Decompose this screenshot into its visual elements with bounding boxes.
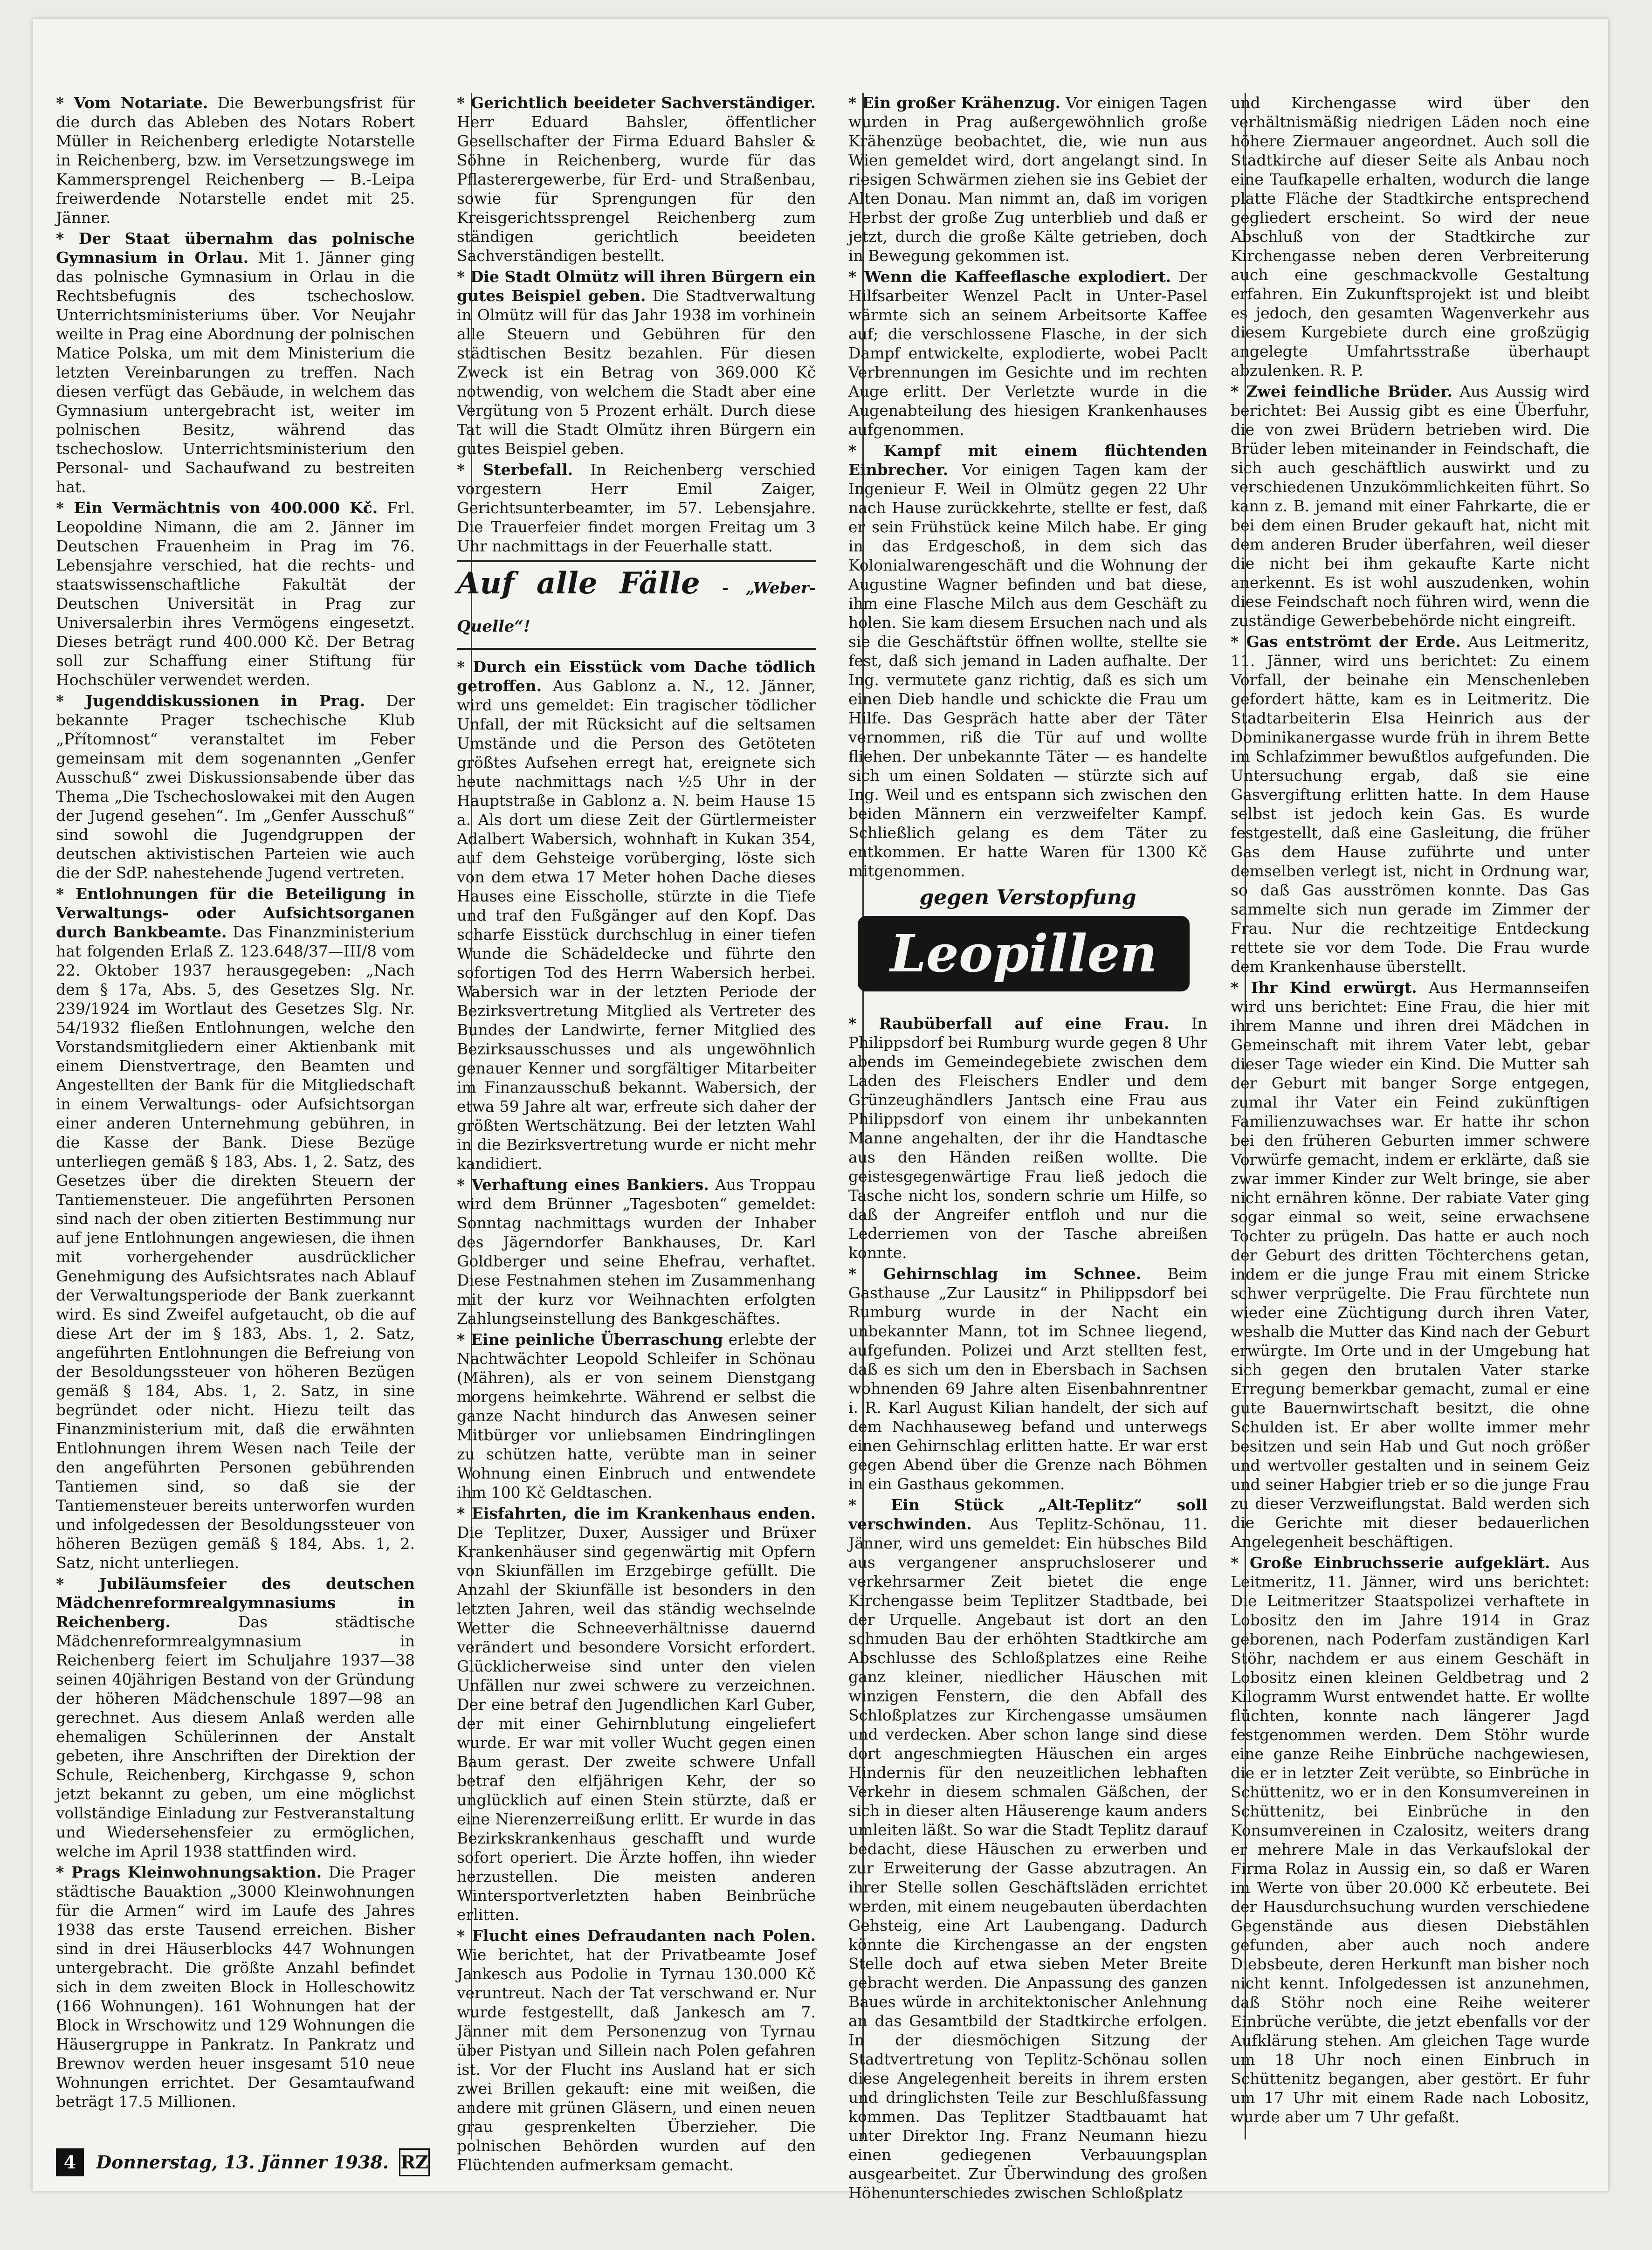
article-headline: Der Staat übernahm das polnische Gymnasium in Orlau. [56,229,415,267]
article [1231,382,1590,630]
article-headline: Jugenddiskussionen in Prag. [85,692,365,710]
article-marker: * [457,1330,471,1349]
article [1231,978,1590,1551]
article-marker: * [848,441,884,460]
article-headline: Ihr Kind erwürgt. [1251,978,1417,997]
article-body: Die Prager städtische Bauaktion „3000 Kleinwohnungen für die Armen“ wird im Laufe des Jahres 1938 das erste Tausend erreichen. Bisher sind in drei Häuserblocks 447 Wohnungen untergebracht. Die größte Anzahl befindet sich in dem zweiten Block in Holleschowitz (166 Wohnungen). 161 Wohnungen hat der Block in Wrschowitz und 129 Wohnungen die Häusergruppe in Pankratz. In Pankratz und Brewnov werden heuer insgesamt 510 neue Wohnungen errichtet. Der Gesamtaufwand beträgt 17.5 Millionen. [56,1863,415,2111]
article-marker: * [457,94,471,112]
article-headline: Wenn die Kaffeeflasche explodiert. [864,268,1171,286]
article-body: In Philippsdorf bei Rumburg wurde gegen 8 Uhr abends im Gemeindegebiete zwischen dem Laden des Fleischers Endler und dem Grünzeughändlers Jantsch eine Frau aus Philippsdorf von einem ihr unbekannten Manne angehalten, der ihr die Handtasche aus den Händen reißen wollte. Die geistesgegenwärtige Frau ließ jedoch die Tasche nicht los, sondern schrie um Hilfe, so daß der Angreifer entfloh und nur die Lederriemen von der Tasche abreißen konnte. [848,1014,1207,1262]
article-marker: * [56,94,74,112]
column-3 [848,93,1208,2202]
article-headline: Kampf mit einem flüchtenden Einbrecher. [848,441,1208,479]
article-marker: * [457,1927,472,1945]
article-headline: Große Einbruchsserie aufgeklärt. [1249,1554,1550,1572]
article-marker: * [56,499,74,517]
article-body: Aus Leitmeritz, 11. Jänner, wird uns berichtet: Zu einem Vorfall, der beinahe ein Menschenleben gefordert hätte, kam es in Leitmeritz. Die Stadtarbeiterin Elsa Heinrich aus der Dominikanergasse wurde früh in ihrem Bette im Schlafzimmer bewußtlos aufgefunden. Die Untersuchung ergab, daß sie eine Gasvergiftung erlitten hatte. In dem Hause selbst ist jedoch kein Gas. Es wurde festgestellt, daß eine Gasleitung, die früher Gas dem Hause zuführte und unter demselben verlegt ist, nicht in Ordnung war, so daß Gas ausströmen konnte. Das Gas sammelte sich nun gerade im Zimmer der Frau. Nur die rechtzeitige Entdeckung rettete sie vor dem Tode. Die Frau wurde dem Krankenhause überstellt. [1231,633,1590,976]
article [56,884,415,1572]
article-marker: * [1231,633,1246,651]
article-headline: Ein Stück „Alt-Teplitz“ soll verschwinden. [848,1496,1207,1533]
article-headline: Ein Vermächtnis von 400.000 Kč. [74,499,378,517]
column-4 [1231,93,1590,2140]
article-body: Der bekannte Prager tschechische Klub „Přítomnost“ veranstaltet im Feber gemeinsam mit dem sogenannten „Genfer Ausschuß“ zwei Diskussionsabende über das Thema „Die Tschechoslowakei mit den Augen der Jugend gesehen“. Im „Genfer Ausschuß“ sind sowohl die Jugendgruppen der deutschen aktivistischen Parteien wie auch die der SdP. nahestehende Jugend vertreten. [56,692,415,882]
article-body: Aus Hermannseifen wird uns berichtet: Eine Frau, die hier mit ihrem Manne und ihren drei Mädchen in Gemeinschaft mit ihrem Vater lebt, gebar dieser Tage wieder ein Kind. Die Mutter sah der Geburt mit banger Sorge entgegen, zumal ihr Vater ein Feind zukünftigen Familienzuwachses war. Er hatte ihr schon bei den früheren Geburten immer schwere Vorwürfe gemacht, indem er erklärte, daß sie zwar immer Kinder zur Welt bringe, sie aber nicht ernähren könne. Der rabiate Vater ging sogar einmal so weit, seine erwachsene Tochter zu prügeln. Das hatte er auch noch der Geburt des dritten Töchterchens getan, indem er die junge Frau mit einem Stricke schwer verprügelte. Die Frau fürchtete nun wieder eine Züchtigung durch ihren Vater, weshalb die Mutter das Kind nach der Geburt erwürgte. Im Orte und in der Umgebung hat sich gegen den brutalen Vater starke Erregung bemerkbar gemacht, zumal er eine gute Bauernwirtschaft besitzt, die ohne Schulden ist. Er aber wollte immer mehr besitzen und sein Hab und Gut noch größer und wertvoller gestalten und in seinem Geiz und seiner Habgier trieb er so die junge Frau zu dieser Verzweiflungstat. Bald werden sich die Gerichte mit dieser bedauerlichen Angelegenheit beschäftigen. [1231,978,1590,1551]
article-body: Aus Teplitz-Schönau, 11. Jänner, wird uns gemeldet: Ein hübsches Bild aus vergangener anspruchsloserer und verkehrsarmer Zeit bietet die enge Kirchengasse beim Teplitzer Stadtbade, bei der Urquelle. Angebaut ist dort an den schmuden Bau der erhöhten Stadtkirche am Abschlusse des Schloßplatzes eine Reihe ganz kleiner, niedlicher Häuschen mit winzigen Fenstern, die den Abfall des Schloßplatzes zur Kirchengasse umsäumen und verdecken. Aber schon lange sind diese dort angeschmiegten Häuschen ein arges Hindernis für den neuzeitlichen lebhaften Verkehr in diesem schmalen Gäßchen, der sich in dieser alten Häuserenge kaum anders umleiten läßt. So war die Stadt Teplitz darauf bedacht, diese Häuschen zu erwerben und zur Erweiterung der Gasse abzutragen. An ihrer Stelle sollen Geschäftsläden errichtet werden, mit einem neugebauten überdachten Gehsteig, eine Art Laubengang. Dadurch könnte die Kirchengasse an der engsten Stelle doch auf etwa sieben Meter Breite gebracht werden. Die Anpassung des ganzen Baues würde in architektonischer Anlehnung an das Gesamtbild der Stadtkirche erfolgen. In der diesmöchigen Sitzung der Stadtvertretung von Teplitz-Schönau sollen diese Angelegenheit bereits in ihrem ersten und dringlichsten Teile zur Beschlußfassung kommen. Das Teplitzer Stadtbauamt hat unter Direktor Ing. Franz Neumann hiezu einen gediegenen Verbauungsplan ausgearbeitet. Zur Überwindung des großen Höhenunterschiedes zwischen Schloßplatz [848,1515,1208,2202]
article [457,267,816,458]
article [56,691,415,882]
article-headline: Raubüberfall auf eine Frau. [879,1014,1170,1032]
article-headline: Ein großer Krähenzug. [862,94,1061,112]
article-body: Vor einigen Tagen wurden in Prag außergewöhnlich große Krähenzüge beobachtet, die, wie nun aus Wien gemeldet wird, dort angelangt sind. In riesigen Schwärmen ziehen sie ins Gebiet der Alten Donau. Man nimmt an, daß im vorigen Herbst der große Zug unterblieb und daß er jetzt, durch die große Kälte getrieben, doch in Bewegung gekommen ist. [848,94,1207,265]
article [457,1504,816,1924]
article-marker: * [56,692,86,710]
article-marker: * [56,1575,99,1593]
article-headline: Gerichtlich beeideter Sachverständiger. [471,94,816,112]
article-headline: Die Stadt Olmütz will ihren Bürgern ein gutes Beispiel geben. [457,268,816,305]
article [848,267,1207,439]
article-marker: * [848,94,862,112]
article [1231,632,1590,976]
article [848,1495,1207,2202]
article [457,460,816,556]
article-marker: * [1231,382,1246,400]
article-marker: * [457,658,473,676]
newspaper-mark: RZ [399,2148,430,2176]
article-body: Die Teplitzer, Duxer, Aussiger und Brüxer Krankenhäuser sind gegenwärtig mit Opfern von Skiunfällen im Erzgebirge gefüllt. Die Anzahl der Skiunfälle ist besonders in den letzten Jahren, weil das ständig wechselnde Wetter die Schneeverhältnisse dauernd verändert und besondere Vorsicht erfordert. Glücklicherweise sind unter den vielen Unfällen nur zwei schwere zu verzeichnen. Der eine betraf den Jugendlichen Karl Guber, der mit einer Gehirnblutung eingeliefert wurde. Er war mit voller Wucht gegen einen Baum gerast. Der zweite schwere Unfall betraf den elfjährigen Kehr, der so unglücklich auf einen Stein stürzte, daß er eine Nierenzerreißung erlitt. Er wurde in das Bezirkskrankenhaus geschafft und wurde sofort operiert. Die Ärzte hoffen, ihn wieder herzustellen. Die meisten anderen Wintersportverletzten haben Beinbrüche erlitten. [457,1523,816,1924]
column-1 [56,93,415,2140]
article-body: Vor einigen Tagen kam der Ingenieur F. Weil in Olmütz gegen 22 Uhr nach Hause zurückkehrte, stellte er fest, daß er sein Frühstück keine Milch habe. Er ging in das Erdgeschoß, in dem sich das Kolonialwarengeschäft und die Wohnung der Augustine Wagner befinden und bat diese, ihm eine Flasche Milch aus dem Geschäft zu holen. Sie kam diesem Ersuchen nach und als sie die Geschäftstür öffnen wollte, stellte sie fest, daß sich jemand in Laden aufhalte. Der Ing. vermutete ganz richtig, daß es sich um einen Dieb handle und schickte die Frau um Hilfe. Das Gespräch hatte aber der Täter vernommen, riß die Tür auf und wollte fliehen. Der unbekannte Täter — es handelte sich um einen Soldaten — stürzte sich auf Ing. Weil und es entspann sich zwischen den beiden Männern ein verzweifelter Kampf. Schließlich gelang es dem Täter zu entkommen. Er hatte Waren für 1300 Kč mitgenommen. [848,461,1207,880]
article-marker: * [848,1265,883,1283]
article-body: Das städtische Mädchenreformrealgymnasium in Reichenberg feiert im Schuljahre 1937—38 seinen 40jährigen Bestand von der Gründung der höheren Mädchenschule 1897—98 an gerechnet. Aus diesem Anlaß werden alle ehemaligen Schülerinnen der Anstalt gebeten, ihre Anschriften der Direktion der Schule, Reichenberg, Kirchgasse 9, schon jetzt bekannt zu geben, um eine möglichst vollständige Einladung zur Festveranstaltung und Wiedersehensfeier zu ermöglichen, welche im April 1938 stattfinden wird. [56,1613,415,1860]
article-body: erlebte der Nachtwächter Leopold Schleifer in Schönau (Mähren), als er von seinem Dienstgang morgens heimkehrte. Während er selbst die ganze Nacht hindurch das Anwesen seiner Mitbürger vor unliebsamen Eindringlingen zu schützen hatte, verübte man in seiner Wohnung einen Einbruch und entwendete ihm 100 Kč Geldtaschen. [457,1330,816,1501]
advertisement-tagline: gegen Verstopfung [919,886,1136,909]
article [56,1863,415,2111]
article [457,1330,816,1502]
page-number: 4 [56,2148,84,2176]
article-body: Aus Aussig wird berichtet: Bei Aussig gibt es eine Überfuhr, die von zwei Brüdern betrieben wird. Die Brüder leben miteinander in Feindschaft, die sich auch geschäftlich auswirkt und zu verschiedenen Unzukömmlichkeiten führt. So kann z. B. jemand mit einer Fahrkarte, die er bei dem einen Bruder gekauft hat, nicht mit dem anderen Bruder überfahren, weil dieser die nicht bei ihm gekaufte Karte nicht anerkennt. Es ist wohl auszudenken, wohin diese Feindschaft noch führen wird, wenn die zuständige Gewerbebehörde nicht eingreift. [1231,382,1590,630]
article-headline: Entlohnungen für die Beteiligung in Verwaltungs- oder Aufsichtsorganen durch Bankbeamte. [56,885,415,941]
advertisement-logo: Leopillen [858,916,1190,991]
article [848,441,1207,881]
article [1231,93,1590,380]
article-body: Herr Eduard Bahsler, öffentlicher Gesellschafter der Firma Eduard Bahsler & Söhne in Reichenberg, wurde für das Pflasterergewerbe, für Erd- und Straßenbau, sowie für Sprengungen für den Kreisgerichtssprengel Reichenberg zum ständigen gerichtlich beeideten Sachverständigen bestellt. [457,113,816,265]
article-body: Wie berichtet, hat der Privatbeamte Josef Jankesch aus Podolie in Tyrnau 130.000 Kč veruntreut. Nach der Tat verschwand er. Nur wurde festgestellt, daß Jankesch am 7. Jänner mit dem Personenzug von Tyrnau über Pistyan und Sillein nach Polen gefahren ist. Vor der Flucht ins Ausland hat er sich zwei Brillen gekauft: eine mit weißen, die andere mit grünen Gläsern, und einen neuen grau gesprenkelten Überzieher. Die polnischen Behörden wurden auf den Flüchtenden aufmerksam gemacht. [457,1946,816,2174]
article-marker: * [848,268,865,286]
article-headline: Verhaftung eines Bankiers. [471,1176,709,1194]
article-body: Aus Leitmeritz, 11. Jänner, wird uns berichtet: Die Leitmeritzer Staatspolizei verhaftete in Lobositz den im Jahre 1914 in Graz geborenen, nach Poderfam zuständigen Karl Stöhr, nachdem er aus einem Geschäft in Lobositz einen kleinen Geldbetrag und 2 Kilogramm Wurst entwendet hatte. Er wollte flüchten, konnte nach längerer Jagd festgenommen werden. Dem Stöhr wurde eine ganze Reihe Einbrüche nachgewiesen, die er in letzter Zeit verübte, so Einbrüche in Schüttenitz, wo er in den Konsumvereinen in Schüttenitz, bei Einbrüche in den Konsumvereinen in Czalositz, weiters drang er mehrere Male in das Verkaufslokal der Firma Rolaz in Aussig ein, so daß er Waren im Werte von über 20.000 Kč erbeutete. Bei der Hausdurchsuchung wurden verschiedene Gegenstände aus diesen Diebstählen gefunden, aber auch noch andere Diebsbeute, deren Herkunft man bisher noch nicht kennt. Infolgedessen ist anzunehmen, daß Stöhr noch eine Reihe weiterer Einbrüche verübte, die jetzt ebenfalls vor der Aufklärung stehen. Am gleichen Tage wurde um 18 Uhr noch einen Einbruch in Schüttenitz begangen, aber gestört. Er fuhr um 17 Uhr mit einem Rade nach Lobositz, wurde aber um 7 Uhr gefaßt. [1231,1554,1590,2126]
article-body: In Reichenberg verschied vorgestern Herr Emil Zaiger, Gerichtsunterbeamter, im 57. Lebensjahre. Die Trauerfeier findet morgen Freitag um 3 Uhr nachmittags in der Feuerhalle statt. [457,461,816,555]
issue-date: Donnerstag, 13. Jänner 1938. [96,2151,389,2173]
article [848,93,1207,265]
article [56,93,415,227]
advertisement [848,888,1207,1005]
article-marker: * [56,1863,71,1881]
article-marker: * [1231,978,1251,997]
article-body: Aus Troppau wird dem Brünner „Tagesboten“ gemeldet: Sonntag nachmittags wurden der Inhaber des Jägerndorfer Bankhauses, Dr. Karl Goldberger und seine Ehefrau, verhaftet. Diese Festnahmen stehen im Zusammenhang mit der kurz vor Weihnachten erfolgten Zahlungseinstellung des Bankgeschäftes. [457,1176,816,1328]
article-headline: Eisfahrten, die im Krankenhaus enden. [471,1504,816,1522]
article-marker: * [457,1176,472,1194]
article-body: Der Hilfsarbeiter Wenzel Paclt in Unter-Pasel wärmte sich an seinem Arbeitsorte Kaffee auf; die verschlossene Flasche, in der sich Dampf entwickelte, explodierte, wobei Paclt Verbrennungen im Gesichte und im rechten Auge erlitt. Der Verletzte wurde in die Augenabteilung des hiesigen Krankenhauses aufgenommen. [848,268,1207,439]
article-body: Die Bewerbungsfrist für die durch das Ableben des Notars Robert Müller in Reichenberg erledigte Notarstelle in Reichenberg, bzw. im Versetzungswege im Kammersprengel Reichenberg — B.-Leipa freiwerdende Notarstelle endet mit 25. Jänner. [56,94,415,227]
article-headline: Prags Kleinwohnungsaktion. [71,1863,322,1881]
article-headline: Gas entströmt der Erde. [1246,633,1461,651]
page-footer [56,2144,942,2177]
article-body: Frl. Leopoldine Nimann, die am 2. Jänner im Deutschen Frauenheim in Prag im 76. Lebensjahre verschied, hat die rechts- und staatswissenschaftliche Fakultät der Deutschen Universität in Prag zur Universalerbin ihres Vermögens eingesetzt. Dieses beträgt rund 400.000 Kč. Der Betrag soll zur Schaffung einer Stiftung für Hochschüler verwendet werden. [56,499,415,689]
article-marker: * [56,229,79,248]
article [56,1574,415,1861]
article-marker: * [1231,1554,1250,1572]
article-body: Aus Gablonz a. N., 12. Jänner, wird uns gemeldet: Ein tragischer tödlicher Unfall, der mit Rücksicht auf die seltsamen Umstände und die Person des Getöteten größtes Aufsehen erregt hat, ereignete sich heute nachmittags nach ½5 Uhr in der Hauptstraße in Gablonz a. N. beim Hause 15 a. Als dort um diese Zeit der Gürtlermeister Adalbert Wabersich, wohnhaft in Kukan 354, auf dem Gehsteige vorüberging, löste sich von dem etwa 17 Meter hohen Dache dieses Hauses eine Eisscholle, stürzte in die Tiefe und traf den Fußgänger auf den Kopf. Das scharfe Eisstück durchschlug in einer tiefen Wunde die Schädeldecke und führte den sofortigen Tod des Herrn Wabersich herbei. Wabersich war in der letzten Periode der Bezirksvertretung Mitglied als Vertreter des Bundes der Landwirte, ferner Mitglied des Bezirksausschusses und als ungewöhnlich genauer Kenner und sorgfältiger Mitarbeiter im Finanzausschuß bekannt. Wabersich, der etwa 59 Jahre alt war, erfreute sich daher der größten Wertschätzung. Bei der letzten Wahl in die Bezirksvertretung wurde er nicht mehr kandidiert. [457,677,816,1173]
advert-banner-sub: - „Weber-Quelle“! [457,579,816,636]
article-body: und Kirchengasse wird über den verhältnismäßig niedrigen Läden noch eine höhere Ziermauer angeordnet. Auch soll die Stadtkirche auf dieser Seite als Anbau noch eine Taufkapelle erhalten, wodurch die lange platte Fläche der Stadtkirche entsprechend gegliedert erscheint. So wird der neue Abschluß von der Stadtkirche zur Kirchengasse neben deren Verbreiterung auch eine geschmackvolle Gestaltung erfahren. Ein Zukunftsprojekt ist und bleibt es jedoch, den gesamten Wagenverkehr aus diesem Kurgebiete durch eine großzügig angelegte Umfahrtsstraße überhaupt abzulenken. R. P. [1231,94,1590,379]
article-body: Mit 1. Jänner ging das polnische Gymnasium in Orlau in die Rechtsbefugnis des tschechoslow. Unterrichtsministeriums über. Vor Neujahr weilte in Prag eine Abordnung der polnischen Matice Polska, um mit dem Ministerium die letzten Vereinbarungen zu treffen. Nach diesen verfügt das Gebäude, in welchem das Gymnasium untergebracht ist, weiter im polnischen Besitz, während das tschechoslow. Unterrichtsministerium den Personal- und Sachaufwand zu bestreiten hat. [56,248,415,496]
article-marker: * [457,1504,472,1522]
article-marker: * [848,1014,879,1032]
article-body: Die Stadtverwaltung in Olmütz will für das Jahr 1938 im vorhinein alle Steuern und Gebühren für den städtischen Besitz bezahlen. Für diesen Zweck ist ein Betrag von 369.000 Kč notwendig, von welchem die Stadt aber eine Vergütung von 5 Prozent erhält. Durch diese Tat will die Stadt Olmütz ihren Bürgern ein gutes Beispiel geben. [457,287,816,458]
article [848,1014,1207,1262]
advert-banner-main: Auf alle Fälle [457,566,700,601]
article-headline: Gehirnschlag im Schnee. [883,1265,1142,1283]
article-headline: Durch ein Eisstück vom Dache tödlich getroffen. [457,658,816,695]
article-marker: * [457,268,470,286]
article-headline: Zwei feindliche Brüder. [1246,382,1453,400]
article-body: Beim Gasthause „Zur Lausitz“ in Philippsdorf bei Rumburg wurde in der Nacht ein unbekannter Mann, tot im Schnee liegend, aufgefunden. Polizei und Arzt stellten fest, daß es sich um den in Ebersbach in Sachsen wohnenden 69 Jahre alten Eisenbahnrentner i. R. Karl August Kilian handelt, der sich auf dem Nachhauseweg befand und unterwegs einen Gehirnschlag erlitten hatte. Er war erst gegen Abend über die Grenze nach Böhmen in ein Gasthaus gekommen. [848,1265,1207,1493]
article-body: Das Finanzministerium hat folgenden Erlaß Z. 123.648/37—III/8 vom 22. Oktober 1937 herausgegeben: „Nach dem § 17a, Abs. 5, des Gesetzes Slg. Nr. 239/1924 im Wortlaut des Gesetzes Slg. Nr. 54/1932 fließen Entlohnungen, welche den Vorstandsmitgliedern einer Aktienbank mit einem Dienstvertrage, den Beamten und Angestellten der Bank für die Mitgliedschaft in einem Verwaltungs- oder Aufsichtsorgan einer anderen Unternehmung gebühren, in die Kasse der Bank. Diese Bezüge unterliegen gemäß § 183, Abs. 1, 2. Satz, des Gesetzes über die direkten Steuern der Tantiemensteuer. Die angeführten Personen sind nach der oben zitierten Bestimmung nur auf jene Entlohnungen angewiesen, die ihnen mit vorhergehender ausdrücklicher Genehmigung des Aufsichtsrates nach Ablauf der Verwaltungsperiode der Bank zuerkannt wird. Es sind Zweifel aufgetaucht, ob die auf diese Art der im § 183, Abs. 1, 2. Satz, angeführten Entlohnungen die Befreiung von der Besoldungssteuer von höheren Bezügen gemäß § 184, Abs. 1, 2. Satz, in sine begründet oder nicht. Hiezu teilt das Finanzministerium mit, daß die erwähnten Entlohnungen ihrem Wesen nach Teile der den angeführten Personen gebührenden Tantiemen sind, so daß sie der Tantiemensteuer bereits unterworfen wurden und infolgedessen der Besoldungssteuer von höheren Bezügen gemäß § 184, Abs. 1, 2. Satz, nicht unterliegen. [56,923,415,1572]
article [56,229,415,496]
advert-banner [457,560,816,650]
article-headline: Eine peinliche Überraschung [470,1330,723,1349]
article-headline: Jubiläumsfeier des deutschen Mädchenreformrealgymnasiums in Reichenberg. [56,1575,415,1631]
article [848,1264,1207,1493]
article-headline: Sterbefall. [482,461,573,479]
article [457,93,816,265]
article-headline: Flucht eines Defraudanten nach Polen. [472,1927,816,1945]
article [457,657,816,1173]
article [1231,1553,1590,2126]
article [457,1175,816,1328]
article-marker: * [457,461,483,479]
article-headline: Vom Notariate. [74,94,208,112]
column-2 [457,93,816,2174]
article [457,1926,816,2174]
article-marker: * [848,1496,891,1514]
article-marker: * [56,885,76,903]
article [56,498,415,689]
